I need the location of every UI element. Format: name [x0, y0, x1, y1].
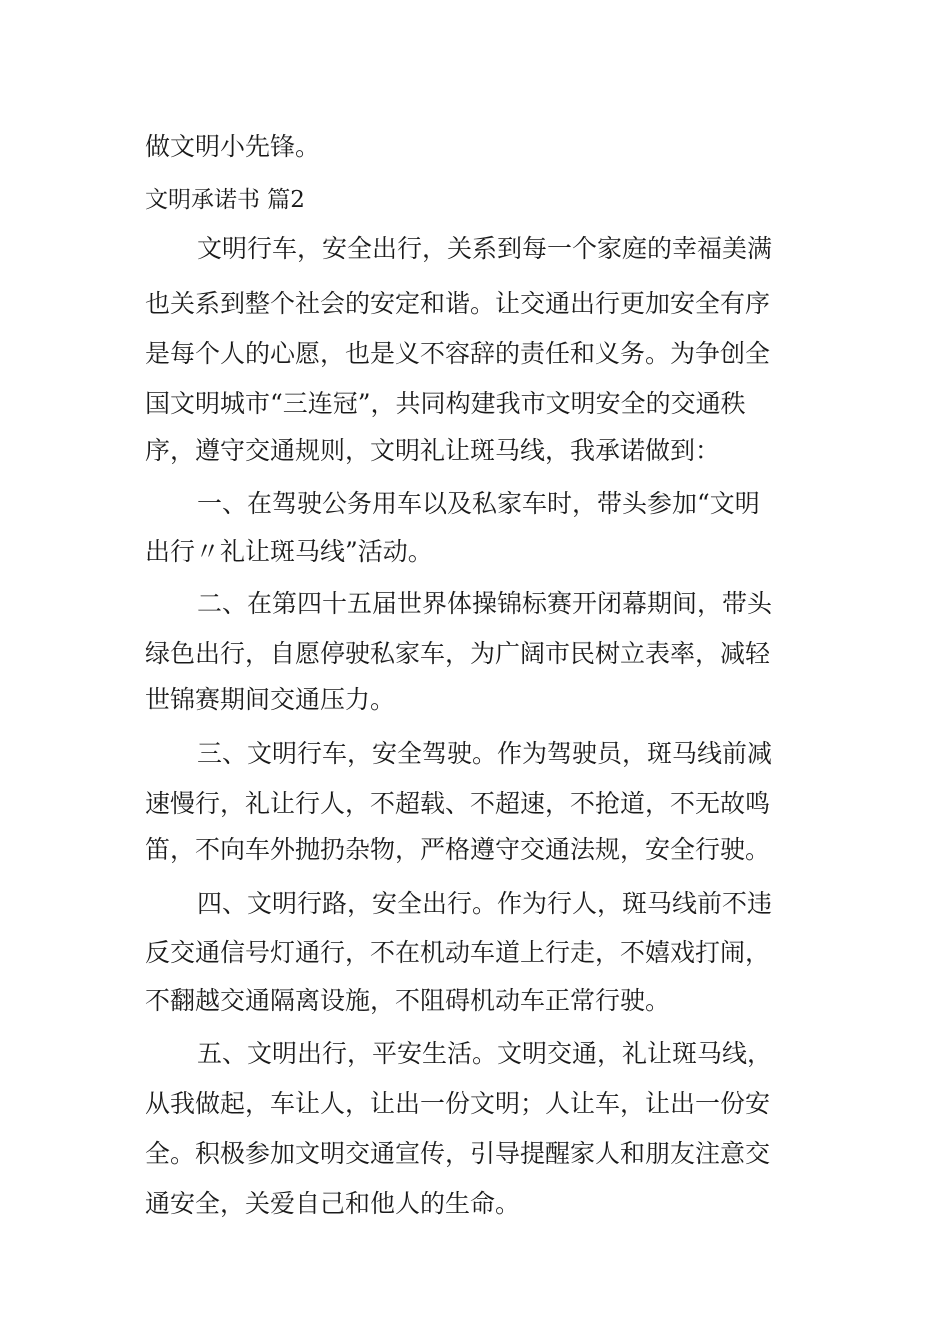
- paragraph-line: 通安全，关爱自己和他人的生命。: [145, 1189, 521, 1218]
- paragraph-line: 三、文明行车，安全驾驶。作为驾驶员，斑马线前减: [197, 739, 773, 768]
- section-heading: 文明承诺书 篇2: [145, 187, 305, 213]
- paragraph-line: 也关系到整个社会的安定和谐。让交通出行更加安全有序: [145, 289, 771, 318]
- paragraph-line: 不翻越交通隔离设施，不阻碍机动车正常行驶。: [145, 986, 671, 1015]
- paragraph-line: 世锦赛期间交通压力。: [145, 685, 396, 714]
- paragraph-line: 出行〃礼让斑马线”活动。: [145, 537, 433, 566]
- paragraph-line: 文明行车，安全出行，关系到每一个家庭的幸福美满: [197, 234, 773, 263]
- paragraph-line: 国文明城市“三连冠”，共同构建我市文明安全的交通秩: [145, 389, 746, 418]
- paragraph-line: 笛，不向车外抛扔杂物，严格遵守交通法规，安全行驶。: [145, 835, 771, 864]
- paragraph-line: 反交通信号灯通行，不在机动车道上行走，不嬉戏打闹，: [145, 938, 771, 967]
- paragraph-line: 从我做起，车让人，让出一份文明；人让车，让出一份安: [145, 1089, 771, 1118]
- paragraph-line: 五、文明出行，平安生活。文明交通，礼让斑马线，: [197, 1039, 773, 1068]
- paragraph-line: 绿色出行，自愿停驶私家车，为广阔市民树立表率，减轻: [145, 639, 771, 668]
- paragraph-line: 序，遵守交通规则，文明礼让斑马线，我承诺做到：: [145, 436, 721, 465]
- paragraph-line: 四、文明行路，安全出行。作为行人，斑马线前不违: [197, 889, 773, 918]
- paragraph-line: 是每个人的心愿，也是义不容辞的责任和义务。为争创全: [145, 339, 771, 368]
- text-line: 做文明小先锋。: [145, 132, 321, 161]
- paragraph-line: 全。积极参加文明交通宣传，引导提醒家人和朋友注意交: [145, 1139, 771, 1168]
- paragraph-line: 二、在第四十五届世界体操锦标赛开闭幕期间，带头: [197, 589, 773, 618]
- paragraph-line: 速慢行，礼让行人，不超载、不超速，不抢道，不无故鸣: [145, 789, 771, 818]
- paragraph-line: 一、在驾驶公务用车以及私家车时，带头参加“文明: [197, 489, 760, 518]
